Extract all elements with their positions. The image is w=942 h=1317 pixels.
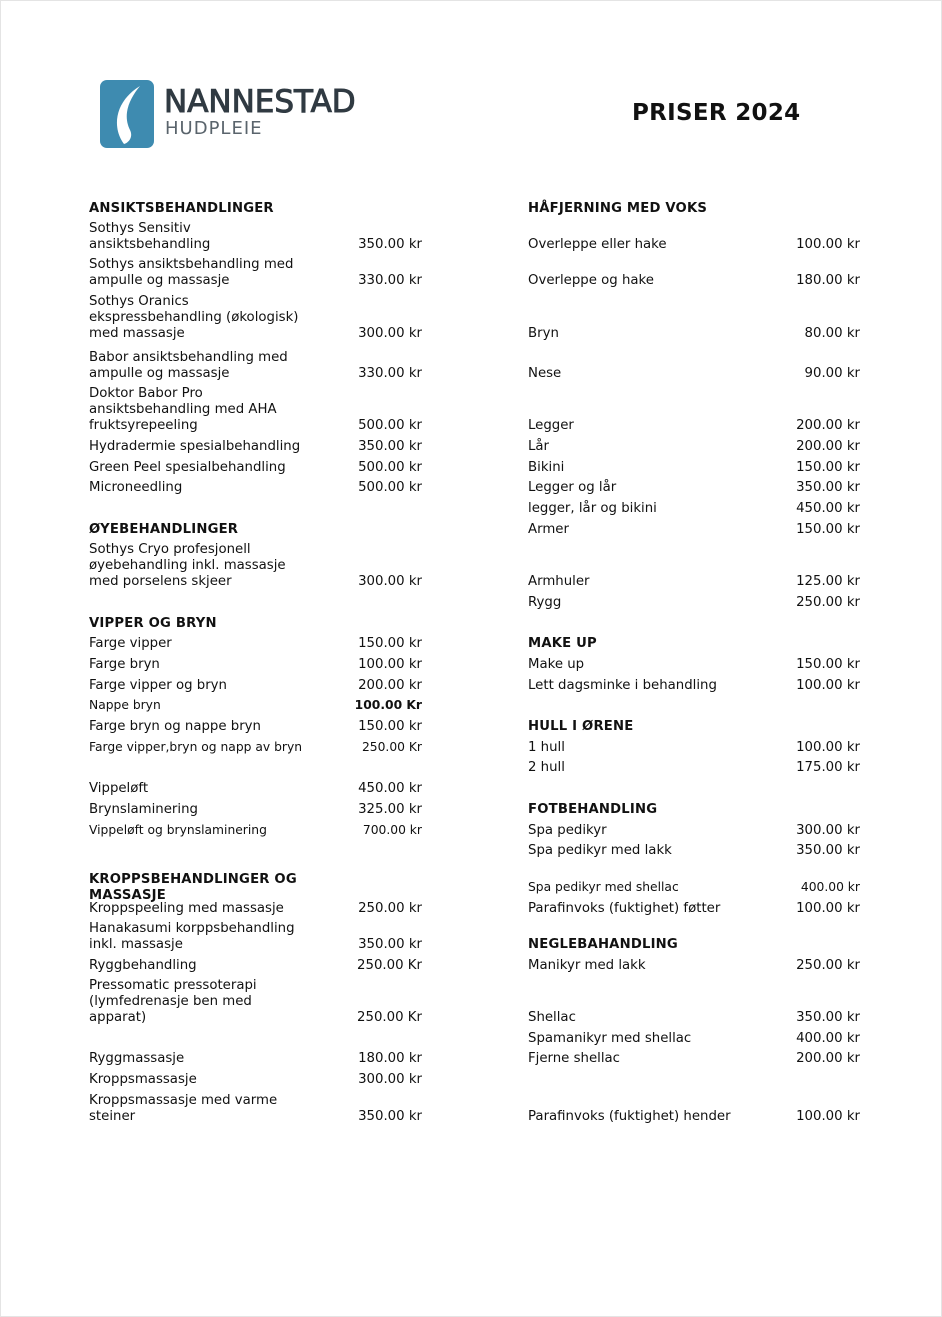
- treatment-name: Microneedling: [89, 480, 183, 495]
- treatment-name: Farge bryn: [89, 657, 160, 672]
- price-row: [528, 460, 860, 476]
- treatment-name: legger, lår og bikini: [528, 501, 657, 516]
- price-row: [89, 958, 422, 974]
- treatment-price: 90.00 kr: [804, 366, 860, 381]
- price-row: [89, 719, 422, 735]
- price-row: [89, 439, 422, 455]
- treatment-price: 200.00 kr: [358, 678, 422, 693]
- treatment-name: Kroppspeeling med massasje: [89, 901, 284, 916]
- treatment-name: 2 hull: [528, 760, 565, 775]
- price-row: [528, 595, 860, 611]
- price-row: [528, 1109, 860, 1125]
- treatment-name: Legger: [528, 418, 574, 433]
- price-row: [89, 823, 422, 839]
- treatment-price: 80.00 kr: [804, 326, 860, 341]
- treatment-price: 500.00 kr: [358, 417, 422, 433]
- treatment-price: 330.00 kr: [358, 272, 422, 288]
- treatment-name: Spamanikyr med shellac: [528, 1031, 692, 1046]
- treatment-name: Sothys Oranics ekspressbehandling (økologisk) med massasje: [89, 294, 299, 341]
- treatment-name: Make up: [528, 657, 585, 672]
- treatment-price: 350.00 kr: [796, 1010, 860, 1025]
- section-heading: ANSIKTSBEHANDLINGER: [89, 201, 274, 216]
- price-row: [89, 678, 422, 694]
- treatment-price: 700.00 kr: [362, 823, 422, 837]
- treatment-name: Nese: [528, 366, 562, 381]
- treatment-price: 350.00 kr: [796, 480, 860, 495]
- treatment-price: 500.00 kr: [358, 460, 422, 475]
- treatment-price: 100.00 kr: [796, 740, 860, 755]
- price-row: [89, 460, 422, 476]
- treatment-price: 150.00 kr: [796, 657, 860, 672]
- treatment-name: Kroppsmassasje: [89, 1072, 197, 1087]
- treatment-price: 100.00 kr: [796, 901, 860, 916]
- price-row: [89, 350, 422, 382]
- treatment-name: Sothys Cryo profesjonell øyebehandling inkl. massasje med porselens skjeer: [89, 542, 286, 589]
- treatment-price: 180.00 kr: [358, 1051, 422, 1066]
- treatment-price: 400.00 kr: [800, 880, 860, 894]
- treatment-price: 300.00 kr: [358, 325, 422, 341]
- price-row: [528, 439, 860, 455]
- price-row: [89, 901, 422, 917]
- treatment-name: Manikyr med lakk: [528, 958, 646, 973]
- price-row: [89, 657, 422, 673]
- price-row: [89, 542, 422, 589]
- treatment-name: Shellac: [528, 1010, 576, 1025]
- treatment-price: 325.00 kr: [358, 802, 422, 817]
- treatment-price: 150.00 kr: [796, 460, 860, 475]
- price-row: [528, 901, 860, 917]
- price-row: [89, 1072, 422, 1088]
- treatment-name: Sothys Sensitiv ansiktsbehandling: [89, 221, 211, 252]
- price-row: [89, 1093, 422, 1125]
- price-row: [528, 843, 860, 859]
- treatment-name: Kroppsmassasje med varme steiner: [89, 1093, 278, 1124]
- treatment-price: 250.00 kr: [796, 958, 860, 973]
- leaf-logo-icon: [100, 80, 156, 148]
- treatment-price: 200.00 kr: [796, 418, 860, 433]
- section-heading: MAKE UP: [528, 636, 597, 651]
- treatment-price: 150.00 kr: [358, 636, 422, 651]
- price-row: [528, 678, 860, 694]
- treatment-price: 175.00 kr: [796, 760, 860, 775]
- price-row: [528, 418, 860, 434]
- treatment-price: 300.00 kr: [796, 823, 860, 838]
- price-row: [89, 978, 422, 1025]
- treatment-name: Hanakasumi korppsbehandling inkl. massasje: [89, 921, 295, 952]
- brand-subtitle: HUDPLEIE: [165, 118, 263, 139]
- price-row: [89, 386, 422, 433]
- treatment-name: Armhuler: [528, 574, 590, 589]
- section-heading: VIPPER OG BRYN: [89, 616, 217, 631]
- treatment-name: Pressomatic pressoterapi (lymfedrenasje ben med apparat): [89, 978, 257, 1025]
- treatment-price: 450.00 kr: [358, 781, 422, 796]
- treatment-name: Spa pedikyr med lakk: [528, 843, 672, 858]
- treatment-name: Sothys ansiktsbehandling med ampulle og massasje: [89, 257, 294, 288]
- treatment-name: Spa pedikyr med shellac: [528, 880, 679, 894]
- treatment-name: Rygg: [528, 595, 562, 610]
- price-row: [528, 880, 860, 896]
- treatment-name: Legger og lår: [528, 480, 617, 495]
- treatment-price: 350.00 kr: [358, 1108, 422, 1124]
- treatment-price: 100.00 kr: [358, 657, 422, 672]
- section-heading: NEGLEBAHANDLING: [528, 937, 678, 952]
- price-row: [528, 958, 860, 974]
- treatment-price: 300.00 kr: [358, 1072, 422, 1087]
- treatment-name: Parafinvoks (fuktighet) hender: [528, 1109, 731, 1124]
- treatment-name: Bikini: [528, 460, 565, 475]
- treatment-price: 100.00 kr: [796, 1109, 860, 1124]
- treatment-price: 125.00 kr: [796, 574, 860, 589]
- page-title: PRISER 2024: [632, 100, 801, 126]
- treatment-name: Lår: [528, 439, 550, 454]
- treatment-name: Overleppe eller hake: [528, 237, 667, 252]
- price-row: [89, 698, 422, 714]
- treatment-price: 250.00 Kr: [357, 1009, 422, 1025]
- price-row: [528, 574, 860, 590]
- treatment-name: Farge vipper: [89, 636, 172, 651]
- price-row: [528, 366, 860, 382]
- price-row: [528, 657, 860, 673]
- treatment-price: 330.00 kr: [358, 365, 422, 381]
- treatment-price: 350.00 kr: [358, 236, 422, 252]
- brand-name: NANNESTAD: [164, 84, 356, 120]
- treatment-name: Doktor Babor Pro ansiktsbehandling med AHA fruktsyrepeeling: [89, 386, 277, 433]
- treatment-name: Bryn: [528, 326, 559, 341]
- treatment-name: Parafinvoks (fuktighet) føtter: [528, 901, 721, 916]
- price-row: [528, 1010, 860, 1026]
- price-row: [89, 294, 422, 341]
- treatment-name: Hydradermie spesialbehandling: [89, 439, 301, 454]
- price-row: [528, 522, 860, 538]
- price-row: [528, 1031, 860, 1047]
- price-row: [89, 480, 422, 496]
- price-row: [528, 760, 860, 776]
- treatment-name: Ryggmassasje: [89, 1051, 185, 1066]
- treatment-price: 200.00 kr: [796, 439, 860, 454]
- price-row: [528, 326, 860, 342]
- treatment-price: 100.00 kr: [796, 237, 860, 252]
- treatment-price: 350.00 kr: [358, 439, 422, 454]
- treatment-price: 350.00 kr: [796, 843, 860, 858]
- treatment-price: 100.00 kr: [796, 678, 860, 693]
- section-heading: HÅFJERNING MED VOKS: [528, 201, 708, 216]
- treatment-price: 450.00 kr: [796, 501, 860, 516]
- treatment-price: 150.00 kr: [358, 719, 422, 734]
- treatment-name: Vippeløft: [89, 781, 149, 796]
- price-row: [89, 221, 422, 253]
- treatment-price: 150.00 kr: [796, 522, 860, 537]
- price-row: [528, 501, 860, 517]
- section-heading: ØYEBEHANDLINGER: [89, 522, 239, 537]
- price-row: [528, 237, 860, 253]
- treatment-name: Nappe bryn: [89, 698, 161, 712]
- treatment-name: Armer: [528, 522, 569, 537]
- price-row: [89, 740, 422, 756]
- section-heading: FOTBEHANDLING: [528, 802, 658, 817]
- treatment-price: 300.00 kr: [358, 573, 422, 589]
- price-row: [528, 823, 860, 839]
- section-heading: KROPPSBEHANDLINGER OG MASSASJE: [89, 872, 297, 903]
- treatment-price: 250.00 kr: [796, 595, 860, 610]
- treatment-name: 1 hull: [528, 740, 565, 755]
- price-row: [89, 802, 422, 818]
- price-row: [528, 273, 860, 289]
- treatment-price: 350.00 kr: [358, 936, 422, 952]
- treatment-name: Farge vipper og bryn: [89, 678, 227, 693]
- treatment-name: Farge vipper,bryn og napp av bryn: [89, 740, 303, 754]
- treatment-price: 200.00 kr: [796, 1051, 860, 1066]
- price-row: [528, 1051, 860, 1067]
- treatment-name: Brynslaminering: [89, 802, 198, 817]
- treatment-name: Fjerne shellac: [528, 1051, 620, 1066]
- treatment-price: 500.00 kr: [358, 480, 422, 495]
- treatment-price: 400.00 kr: [796, 1031, 860, 1046]
- treatment-name: Vippeløft og brynslaminering: [89, 823, 267, 837]
- treatment-name: Ryggbehandling: [89, 958, 197, 973]
- price-row: [528, 740, 860, 756]
- treatment-name: Lett dagsminke i behandling: [528, 678, 717, 693]
- price-row: [89, 636, 422, 652]
- treatment-price: 250.00 Kr: [357, 958, 422, 973]
- treatment-name: Babor ansiktsbehandling med ampulle og massasje: [89, 350, 288, 381]
- price-row: [89, 257, 422, 289]
- section-heading: HULL I ØRENE: [528, 719, 634, 734]
- price-row: [89, 781, 422, 797]
- treatment-name: Overleppe og hake: [528, 273, 654, 288]
- treatment-name: Farge bryn og nappe bryn: [89, 719, 261, 734]
- price-row: [89, 1051, 422, 1067]
- price-row: [528, 480, 860, 496]
- treatment-price: 250.00 Kr: [361, 740, 422, 754]
- treatment-price: 250.00 kr: [358, 901, 422, 916]
- treatment-name: Green Peel spesialbehandling: [89, 460, 286, 475]
- treatment-price: 100.00 Kr: [354, 698, 422, 712]
- brand-logo: [100, 80, 360, 152]
- price-row: [89, 921, 422, 953]
- treatment-name: Spa pedikyr: [528, 823, 607, 838]
- treatment-price: 180.00 kr: [796, 273, 860, 288]
